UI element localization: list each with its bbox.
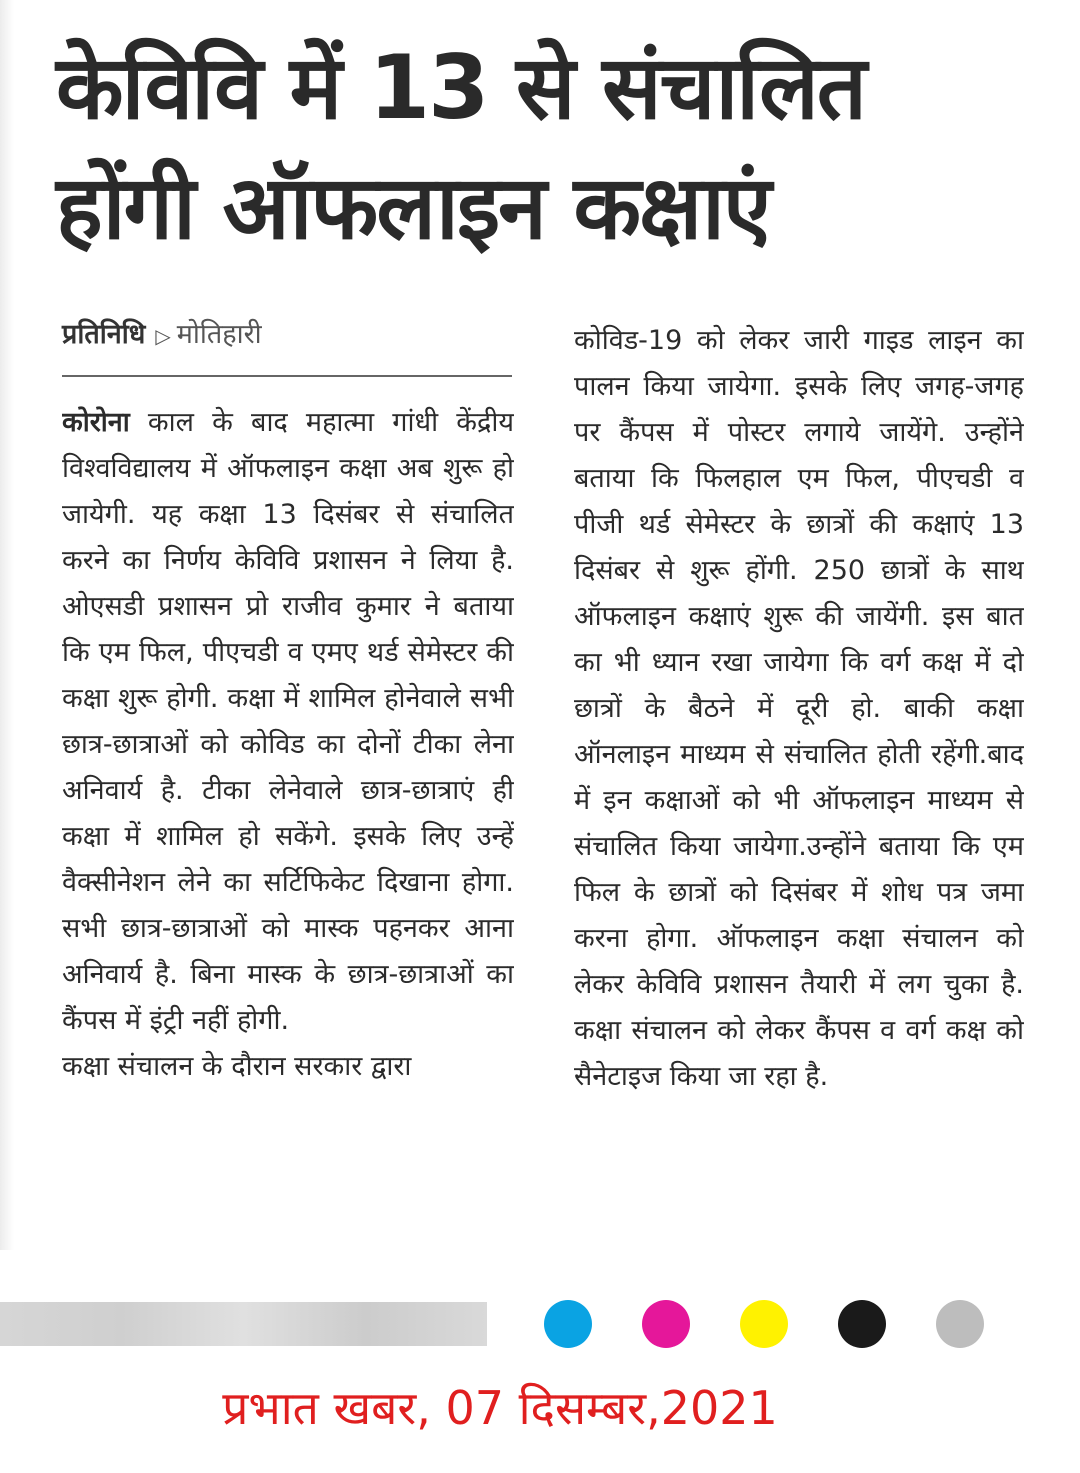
article-paragraph-1 <box>62 400 514 1044</box>
page-edge-shadow <box>0 0 14 1250</box>
article-paragraph-3: कोविड-19 को लेकर जारी गाइड लाइन का पालन किया जायेगा. इसके लिए जगह-जगह पर कैंपस में पोस्टर लगाये जायेंगे. उन्होंने बताया कि फिलहाल एम फिल, पीएचडी व पीजी थर्ड सेमेस्टर के छात्रों की कक्षाएं 13 दिसंबर से शुरू होंगी. 250 छात्रों के साथ ऑफलाइन कक्षाएं शुरू की जायेंगी. इस बात का भी ध्यान रखा जायेगा कि वर्ग कक्ष में दो छात्रों के बैठने में दूरी हो. बाकी कक्षा ऑनलाइन माध्यम से संचालित होती रहेंगी.बाद में इन कक्षाओं को भी ऑफलाइन माध्यम से संचालित किया जायेगा.उन्होंने बताया कि एम फिल के छात्रों को दिसंबर में शोध पत्र जमा करना होगा. ऑफलाइन कक्षा संचालन को लेकर केविवि प्रशासन तैयारी में लग चुका है. कक्षा संचालन को लेकर कैंपस व वर्ग कक्ष को सैनेटाइज किया जा रहा है. <box>574 325 1024 1092</box>
lead-word: कोरोना <box>62 407 130 438</box>
source-caption: प्रभात खबर, 07 दिसम्बर,2021 <box>222 1381 778 1435</box>
black-dot <box>838 1300 886 1348</box>
magenta-dot <box>642 1300 690 1348</box>
article-headline <box>56 28 1036 268</box>
byline-reporter: प्रतिनिधि <box>62 319 146 350</box>
byline-arrow-icon: ▷ <box>155 324 171 348</box>
byline <box>62 314 262 351</box>
article-paragraph-1-text: काल के बाद महात्मा गांधी केंद्रीय विश्वविद्यालय में ऑफलाइन कक्षा अब शुरू हो जायेगी. यह कक्षा 13 दिसंबर से संचालित करने का निर्णय केविवि प्रशासन ने लिया है. ओएसडी प्रशासन प्रो राजीव कुमार ने बताया कि एम फिल, पीएचडी व एमए थर्ड सेमेस्टर की कक्षा शुरू होगी. कक्षा में शामिल होनेवाले सभी छात्र-छात्राओं को कोविड का दोनों टीका लेना अनिवार्य है. टीका लेनेवाले छात्र-छात्राएं ही कक्षा में शामिल हो सकेंगे. इसके लिए उन्हें वैक्सीनेशन लेने का सर्टिफिकेट दिखाना होगा. सभी छात्र-छात्राओं को मास्क पहनकर आना अनिवार्य है. बिना मास्क के छात्र-छात्राओं का कैंपस में इंट्री नहीं होगी. <box>62 407 514 1036</box>
article-paragraph-2: कक्षा संचालन के दौरान सरकार द्वारा <box>62 1051 412 1082</box>
gray-tone-strip <box>0 1302 487 1346</box>
headline-line-1: केविवि में 13 से संचालित <box>56 36 865 139</box>
cyan-dot <box>544 1300 592 1348</box>
byline-place: मोतिहारी <box>176 319 262 350</box>
byline-divider <box>62 375 512 377</box>
yellow-dot <box>740 1300 788 1348</box>
gray-dot <box>936 1300 984 1348</box>
print-registration-marks <box>0 1296 1080 1352</box>
headline-line-2: होंगी ऑफलाइन कक्षाएं <box>56 156 770 259</box>
article-column-right <box>574 318 1024 1278</box>
article-column-left <box>62 400 514 1280</box>
